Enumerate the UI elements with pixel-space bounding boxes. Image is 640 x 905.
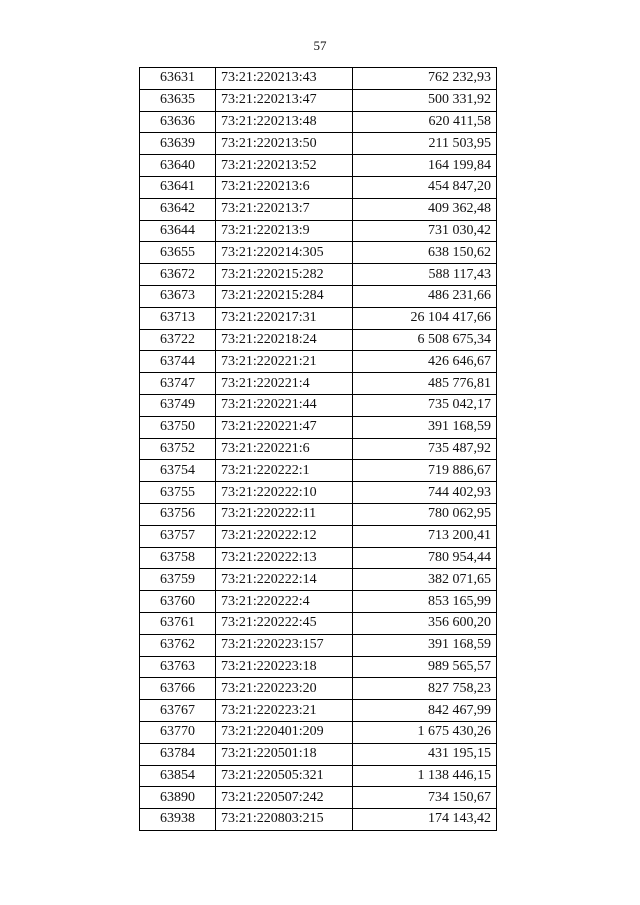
cadastral-value-cell: 780 954,44 <box>353 547 497 569</box>
cadastral-number-cell: 73:21:220213:50 <box>216 133 353 155</box>
table-row <box>140 460 497 482</box>
cadastral-number-cell: 73:21:220222:1 <box>216 460 353 482</box>
row-id-cell: 63762 <box>140 634 216 656</box>
row-id-cell: 63747 <box>140 373 216 395</box>
table-row <box>140 743 497 765</box>
cadastral-number-cell: 73:21:220222:11 <box>216 503 353 525</box>
table-row <box>140 591 497 613</box>
table-row <box>140 242 497 264</box>
page-number: 57 <box>313 38 327 53</box>
row-id-cell: 63754 <box>140 460 216 482</box>
table-row <box>140 285 497 307</box>
cadastral-value-cell: 6 508 675,34 <box>353 329 497 351</box>
cadastral-value-cell: 744 402,93 <box>353 482 497 504</box>
cadastral-number-cell: 73:21:220505:321 <box>216 765 353 787</box>
cadastral-number-cell: 73:21:220222:13 <box>216 547 353 569</box>
row-id-cell: 63672 <box>140 264 216 286</box>
row-id-cell: 63752 <box>140 438 216 460</box>
row-id-cell: 63713 <box>140 307 216 329</box>
row-id-cell: 63761 <box>140 612 216 634</box>
cadastral-value-cell: 734 150,67 <box>353 787 497 809</box>
row-id-cell: 63757 <box>140 525 216 547</box>
cadastral-value-cell: 853 165,99 <box>353 591 497 613</box>
table-row <box>140 155 497 177</box>
cadastral-number-cell: 73:21:220401:209 <box>216 721 353 743</box>
table-row <box>140 612 497 634</box>
row-id-cell: 63636 <box>140 111 216 133</box>
row-id-cell: 63756 <box>140 503 216 525</box>
table-row <box>140 525 497 547</box>
cadastral-value-cell: 827 758,23 <box>353 678 497 700</box>
cadastral-value-cell: 485 776,81 <box>353 373 497 395</box>
cadastral-number-cell: 73:21:220222:10 <box>216 482 353 504</box>
cadastral-value-cell: 174 143,42 <box>353 809 497 831</box>
cadastral-number-cell: 73:21:220223:21 <box>216 700 353 722</box>
row-id-cell: 63631 <box>140 68 216 90</box>
cadastral-number-cell: 73:21:220217:31 <box>216 307 353 329</box>
cadastral-value-cell: 735 487,92 <box>353 438 497 460</box>
table-body <box>140 68 497 831</box>
table-row <box>140 394 497 416</box>
cadastral-number-cell: 73:21:220221:4 <box>216 373 353 395</box>
row-id-cell: 63755 <box>140 482 216 504</box>
cadastral-number-cell: 73:21:220218:24 <box>216 329 353 351</box>
row-id-cell: 63760 <box>140 591 216 613</box>
cadastral-value-cell: 391 168,59 <box>353 634 497 656</box>
cadastral-number-cell: 73:21:220213:47 <box>216 89 353 111</box>
cadastral-value-cell: 762 232,93 <box>353 68 497 90</box>
cadastral-number-cell: 73:21:220222:12 <box>216 525 353 547</box>
table-row <box>140 634 497 656</box>
cadastral-number-cell: 73:21:220507:242 <box>216 787 353 809</box>
table-row <box>140 700 497 722</box>
cadastral-number-cell: 73:21:220215:282 <box>216 264 353 286</box>
table-row <box>140 678 497 700</box>
row-id-cell: 63770 <box>140 721 216 743</box>
table-row <box>140 765 497 787</box>
cadastral-value-table <box>139 67 497 831</box>
row-id-cell: 63767 <box>140 700 216 722</box>
table-row <box>140 482 497 504</box>
table-row <box>140 351 497 373</box>
cadastral-value-cell: 26 104 417,66 <box>353 307 497 329</box>
table-row <box>140 133 497 155</box>
row-id-cell: 63854 <box>140 765 216 787</box>
data-table-container <box>139 67 497 831</box>
cadastral-number-cell: 73:21:220221:6 <box>216 438 353 460</box>
cadastral-value-cell: 391 168,59 <box>353 416 497 438</box>
cadastral-number-cell: 73:21:220222:45 <box>216 612 353 634</box>
table-row <box>140 176 497 198</box>
table-row <box>140 373 497 395</box>
cadastral-number-cell: 73:21:220221:44 <box>216 394 353 416</box>
cadastral-value-cell: 780 062,95 <box>353 503 497 525</box>
table-row <box>140 416 497 438</box>
cadastral-number-cell: 73:21:220222:4 <box>216 591 353 613</box>
table-row <box>140 721 497 743</box>
row-id-cell: 63744 <box>140 351 216 373</box>
cadastral-value-cell: 719 886,67 <box>353 460 497 482</box>
cadastral-number-cell: 73:21:220214:305 <box>216 242 353 264</box>
row-id-cell: 63784 <box>140 743 216 765</box>
row-id-cell: 63635 <box>140 89 216 111</box>
table-row <box>140 503 497 525</box>
cadastral-value-cell: 735 042,17 <box>353 394 497 416</box>
cadastral-value-cell: 500 331,92 <box>353 89 497 111</box>
cadastral-value-cell: 486 231,66 <box>353 285 497 307</box>
row-id-cell: 63639 <box>140 133 216 155</box>
cadastral-number-cell: 73:21:220213:7 <box>216 198 353 220</box>
cadastral-number-cell: 73:21:220215:284 <box>216 285 353 307</box>
row-id-cell: 63642 <box>140 198 216 220</box>
cadastral-number-cell: 73:21:220223:20 <box>216 678 353 700</box>
table-row <box>140 264 497 286</box>
row-id-cell: 63938 <box>140 809 216 831</box>
cadastral-value-cell: 713 200,41 <box>353 525 497 547</box>
cadastral-number-cell: 73:21:220221:21 <box>216 351 353 373</box>
cadastral-value-cell: 620 411,58 <box>353 111 497 133</box>
table-row <box>140 569 497 591</box>
table-row <box>140 307 497 329</box>
cadastral-value-cell: 409 362,48 <box>353 198 497 220</box>
table-row <box>140 656 497 678</box>
row-id-cell: 63750 <box>140 416 216 438</box>
cadastral-number-cell: 73:21:220221:47 <box>216 416 353 438</box>
row-id-cell: 63644 <box>140 220 216 242</box>
row-id-cell: 63673 <box>140 285 216 307</box>
row-id-cell: 63749 <box>140 394 216 416</box>
cadastral-number-cell: 73:21:220803:215 <box>216 809 353 831</box>
table-row <box>140 89 497 111</box>
cadastral-value-cell: 454 847,20 <box>353 176 497 198</box>
cadastral-value-cell: 731 030,42 <box>353 220 497 242</box>
cadastral-number-cell: 73:21:220223:18 <box>216 656 353 678</box>
row-id-cell: 63655 <box>140 242 216 264</box>
row-id-cell: 63758 <box>140 547 216 569</box>
row-id-cell: 63890 <box>140 787 216 809</box>
cadastral-number-cell: 73:21:220213:6 <box>216 176 353 198</box>
row-id-cell: 63722 <box>140 329 216 351</box>
cadastral-number-cell: 73:21:220501:18 <box>216 743 353 765</box>
table-row <box>140 329 497 351</box>
cadastral-number-cell: 73:21:220222:14 <box>216 569 353 591</box>
cadastral-value-cell: 1 675 430,26 <box>353 721 497 743</box>
cadastral-value-cell: 356 600,20 <box>353 612 497 634</box>
row-id-cell: 63763 <box>140 656 216 678</box>
cadastral-number-cell: 73:21:220213:43 <box>216 68 353 90</box>
table-row <box>140 787 497 809</box>
cadastral-number-cell: 73:21:220213:52 <box>216 155 353 177</box>
cadastral-value-cell: 164 199,84 <box>353 155 497 177</box>
table-row <box>140 220 497 242</box>
table-row <box>140 111 497 133</box>
table-row <box>140 198 497 220</box>
cadastral-value-cell: 382 071,65 <box>353 569 497 591</box>
row-id-cell: 63640 <box>140 155 216 177</box>
cadastral-value-cell: 638 150,62 <box>353 242 497 264</box>
cadastral-value-cell: 426 646,67 <box>353 351 497 373</box>
cadastral-number-cell: 73:21:220223:157 <box>216 634 353 656</box>
row-id-cell: 63766 <box>140 678 216 700</box>
cadastral-value-cell: 588 117,43 <box>353 264 497 286</box>
cadastral-value-cell: 842 467,99 <box>353 700 497 722</box>
cadastral-value-cell: 989 565,57 <box>353 656 497 678</box>
cadastral-number-cell: 73:21:220213:48 <box>216 111 353 133</box>
cadastral-value-cell: 211 503,95 <box>353 133 497 155</box>
row-id-cell: 63641 <box>140 176 216 198</box>
row-id-cell: 63759 <box>140 569 216 591</box>
table-row <box>140 547 497 569</box>
cadastral-value-cell: 1 138 446,15 <box>353 765 497 787</box>
table-row <box>140 438 497 460</box>
cadastral-number-cell: 73:21:220213:9 <box>216 220 353 242</box>
table-row <box>140 809 497 831</box>
cadastral-value-cell: 431 195,15 <box>353 743 497 765</box>
table-row <box>140 68 497 90</box>
